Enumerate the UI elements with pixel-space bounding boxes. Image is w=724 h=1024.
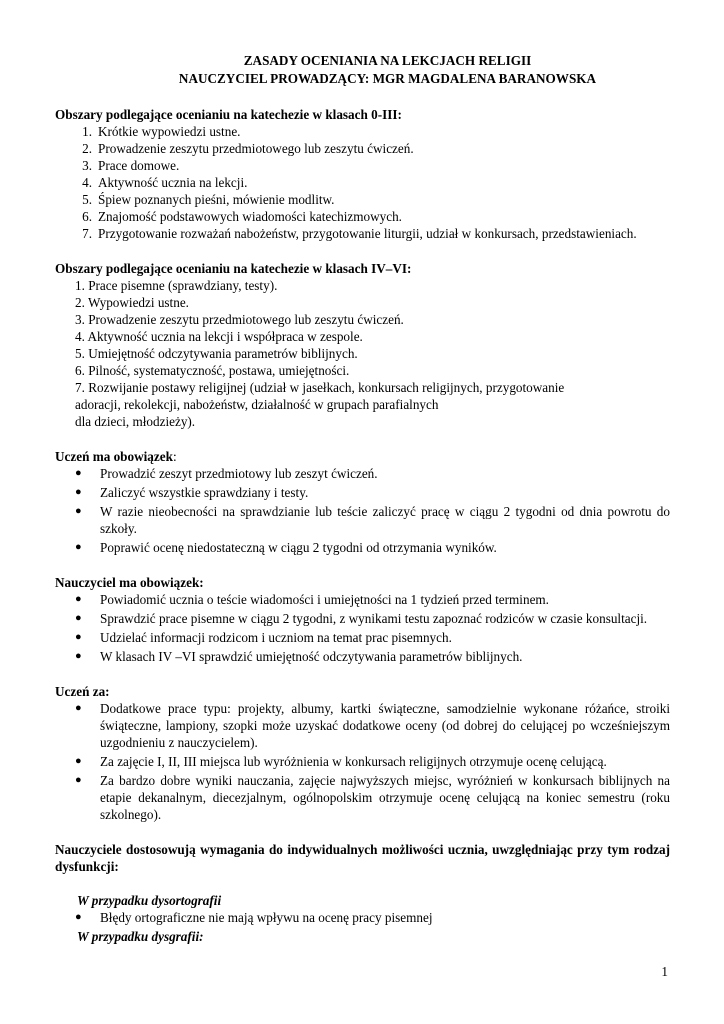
bullet-icon: ● (75, 911, 82, 923)
teacher-duties-list (55, 591, 670, 665)
bullet-icon: ● (75, 755, 82, 767)
item-text: Prowadzić zeszyt przedmiotowy lub zeszyt ćwiczeń. (100, 466, 378, 481)
list-line: 4. Aktywność ucznia na lekcji i współpraca w zespole. (75, 329, 363, 344)
list-item (55, 648, 670, 665)
student-duties-heading-bold: Uczeń ma obowiązek (55, 449, 173, 464)
bullet-icon: ● (75, 774, 82, 786)
student-rewards-list (55, 700, 670, 823)
item-text: Krótkie wypowiedzi ustne. (98, 124, 241, 139)
item-text: Za bardzo dobre wyniki nauczania, zajęcie najwyższych miejsc, wyróżnień w konkursach biblijnych na etapie dekanalnym, diecezjalnym, ogólnopolskim otrzymuje ocenę celującą na koniec semestru (roku szkolnego). (100, 773, 670, 822)
areas-list-iv-vi (55, 277, 670, 430)
student-rewards-heading: Uczeń za: (55, 684, 110, 699)
bullet-icon: ● (75, 612, 82, 624)
list-item (55, 140, 670, 157)
item-text: Prace domowe. (98, 158, 180, 173)
item-text: Aktywność ucznia na lekcji. (98, 175, 248, 190)
item-number: 7. (82, 226, 92, 241)
item-text: W razie nieobecności na sprawdzianie lub teście zaliczyć pracę w ciągu 2 tygodni od dnia powrotu do szkoły. (100, 504, 670, 536)
item-number: 3. (82, 158, 92, 173)
list-item (55, 539, 670, 556)
item-number: 5. (82, 192, 92, 207)
bullet-icon: ● (75, 631, 82, 643)
list-item (55, 610, 670, 627)
section-heading-0-iii: Obszary podlegające ocenianiu na katechezie w klasach 0-III: (55, 107, 402, 122)
list-item (55, 225, 670, 242)
teacher-duties-heading: Nauczyciel ma obowiązek: (55, 575, 204, 590)
item-text: W klasach IV –VI sprawdzić umiejętność odczytywania parametrów biblijnych. (100, 649, 523, 664)
list-item (55, 157, 670, 174)
list-item (55, 909, 670, 926)
list-item (55, 174, 670, 191)
dysortography-list (55, 909, 670, 926)
title-line-2: NAUCZYCIEL PROWADZĄCY: MGR MAGDALENA BARANOWSKA (178, 71, 597, 86)
item-number: 2. (82, 141, 92, 156)
adaptation-heading: Nauczyciele dostosowują wymagania do indywidualnych możliwości ucznia, uwzględniając przy tym rodzaj dysfunkcji: (55, 842, 670, 874)
item-text: Zaliczyć wszystkie sprawdziany i testy. (100, 485, 309, 500)
list-line: 3. Prowadzenie zeszytu przedmiotowego lub zeszytu ćwiczeń. (75, 312, 404, 327)
item-text: Powiadomić ucznia o teście wiadomości i umiejętności na 1 tydzień przed terminem. (100, 592, 549, 607)
item-text: Sprawdzić prace pisemne w ciągu 2 tygodni, z wynikami testu zapoznać rodziców w czasie konsultacji. (100, 611, 648, 626)
list-line: 2. Wypowiedzi ustne. (75, 295, 189, 310)
dysgraphia-heading: W przypadku dysgrafii: (77, 929, 204, 944)
list-line: 7. Rozwijanie postawy religijnej (udział w jasełkach, konkursach religijnych, przygotowanie (75, 380, 565, 395)
areas-list-0-iii (55, 123, 670, 242)
list-line: dla dzieci, młodzieży). (75, 414, 196, 429)
bullet-icon: ● (75, 593, 82, 605)
student-duties-heading-colon: : (172, 449, 177, 464)
list-item (55, 484, 670, 501)
bullet-icon: ● (75, 702, 82, 714)
bullet-icon: ● (75, 541, 82, 553)
item-text: Udzielać informacji rodzicom i uczniom na temat prac pisemnych. (100, 630, 452, 645)
title-line-1: ZASADY OCENIANIA NA LEKCJACH RELIGII (243, 53, 532, 68)
student-duties-list (55, 465, 670, 556)
item-text: Za zajęcie I, II, III miejsca lub wyróżnienia w konkursach religijnych otrzymuje ocenę celującą. (100, 754, 607, 769)
dysortography-heading: W przypadku dysortografii (77, 893, 222, 908)
list-item (55, 753, 670, 770)
list-line: adoracji, rekolekcji, nabożeństw, działalność w grupach parafialnych (75, 397, 439, 412)
section-heading-iv-vi: Obszary podlegające ocenianiu na katechezie w klasach IV–VI: (55, 261, 412, 276)
list-item (55, 700, 670, 751)
list-item (55, 591, 670, 608)
list-item (55, 191, 670, 208)
list-item (55, 208, 670, 225)
bullet-icon: ● (75, 486, 82, 498)
student-duties-heading (55, 448, 670, 465)
bullet-icon: ● (75, 467, 82, 479)
item-number: 1. (82, 124, 92, 139)
list-item (55, 465, 670, 482)
bullet-icon: ● (75, 650, 82, 662)
list-item (55, 772, 670, 823)
item-text: Przygotowanie rozważań nabożeństw, przygotowanie liturgii, udział w konkursach, przedstawieniach. (98, 226, 637, 241)
item-text: Śpiew poznanych pieśni, mówienie modlitw. (98, 192, 335, 207)
bullet-icon: ● (75, 505, 82, 517)
list-item (55, 123, 670, 140)
list-item (55, 629, 670, 646)
list-line: 1. Prace pisemne (sprawdziany, testy). (75, 278, 278, 293)
item-number: 6. (82, 209, 92, 224)
document-page (55, 52, 670, 945)
list-item (55, 503, 670, 537)
list-line: 6. Pilność, systematyczność, postawa, umiejętności. (75, 363, 350, 378)
item-text: Poprawić ocenę niedostateczną w ciągu 2 tygodni od otrzymania wyników. (100, 540, 497, 555)
list-line: 5. Umiejętność odczytywania parametrów biblijnych. (75, 346, 358, 361)
item-text: Prowadzenie zeszytu przedmiotowego lub zeszytu ćwiczeń. (98, 141, 414, 156)
document-title (105, 52, 670, 88)
item-text: Dodatkowe prace typu: projekty, albumy, kartki świąteczne, samodzielnie wykonane różańce, stroiki świąteczne, lampiony, szopki może uzyskać dodatkowe oceny (od dobrej do celującej po wcześniejszym uzgodnieniu z nauczycielem). (100, 701, 670, 750)
item-text: Znajomość podstawowych wiadomości katechizmowych. (98, 209, 402, 224)
item-text: Błędy ortograficzne nie mają wpływu na ocenę pracy pisemnej (100, 910, 433, 925)
item-number: 4. (82, 175, 92, 190)
page-number: 1 (661, 964, 668, 979)
